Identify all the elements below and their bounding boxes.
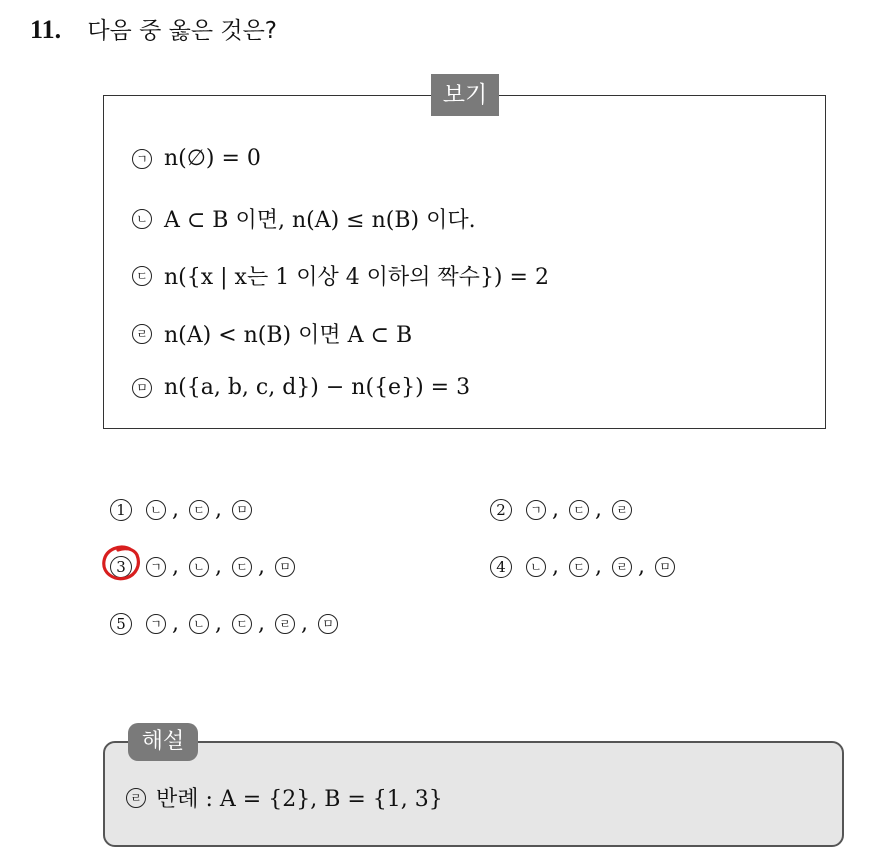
choice-items: ㄱ , ㄴ , ㄷ , ㅁ bbox=[146, 554, 295, 579]
choice-items: ㄱ , ㄷ , ㄹ bbox=[526, 497, 632, 522]
question-text: 다음 중 옳은 것은? bbox=[87, 18, 278, 44]
statement-mieum bbox=[132, 375, 470, 400]
choice-5[interactable] bbox=[110, 611, 338, 636]
statement-nieun bbox=[132, 203, 476, 234]
question-header bbox=[30, 12, 277, 45]
choice-number: 5 bbox=[110, 613, 132, 635]
statement-digeut bbox=[132, 260, 549, 291]
choice-4[interactable] bbox=[490, 554, 675, 579]
choice-number: 2 bbox=[490, 499, 512, 521]
choice-marker: ㄱ bbox=[146, 557, 166, 577]
choice-marker: ㄷ bbox=[232, 614, 252, 634]
circled-nieun-marker: ㄴ bbox=[132, 209, 152, 229]
choice-marker: ㄷ bbox=[569, 500, 589, 520]
choice-marker: ㄱ bbox=[526, 500, 546, 520]
statement-text: n({x | x는 1 이상 4 이하의 짝수}) = 2 bbox=[164, 265, 549, 290]
choice-marker: ㄴ bbox=[146, 500, 166, 520]
choice-1[interactable] bbox=[110, 497, 252, 522]
statement-text: n(A) < n(B) 이면 A ⊂ B bbox=[164, 323, 413, 348]
circled-rieul-marker: ㄹ bbox=[132, 324, 152, 344]
question-number: 11. bbox=[30, 15, 62, 44]
choice-marker: ㄹ bbox=[275, 614, 295, 634]
circled-mieum-marker: ㅁ bbox=[132, 378, 152, 398]
choice-items: ㄱ , ㄴ , ㄷ , ㄹ , ㅁ bbox=[146, 611, 338, 636]
choice-marker: ㄹ bbox=[612, 557, 632, 577]
explanation-content bbox=[126, 782, 443, 813]
choice-2[interactable] bbox=[490, 497, 632, 522]
choice-items: ㄴ , ㄷ , ㄹ , ㅁ bbox=[526, 554, 675, 579]
explanation-text: 반례 : A = {2}, B = {1, 3} bbox=[156, 787, 443, 812]
choice-number: 3 bbox=[110, 556, 132, 578]
circled-rieul-marker: ㄹ bbox=[126, 788, 146, 808]
choice-number: 4 bbox=[490, 556, 512, 578]
choice-marker: ㄴ bbox=[526, 557, 546, 577]
choice-marker: ㅁ bbox=[232, 500, 252, 520]
choice-marker: ㄷ bbox=[569, 557, 589, 577]
statement-text: n({a, b, c, d}) − n({e}) = 3 bbox=[164, 375, 471, 400]
choice-marker: ㅁ bbox=[318, 614, 338, 634]
choice-marker: ㄹ bbox=[612, 500, 632, 520]
choice-marker: ㄴ bbox=[189, 557, 209, 577]
statement-text: A ⊂ B 이면, n(A) ≤ n(B) 이다. bbox=[164, 208, 476, 233]
statement-text: n(∅) = 0 bbox=[164, 146, 261, 171]
bogi-label: 보기 bbox=[431, 74, 499, 116]
choice-items: ㄴ , ㄷ , ㅁ bbox=[146, 497, 252, 522]
choice-number: 1 bbox=[110, 499, 132, 521]
explanation-label: 해설 bbox=[128, 723, 198, 761]
choice-marker: ㄷ bbox=[189, 500, 209, 520]
choice-marker: ㄴ bbox=[189, 614, 209, 634]
circled-giyeok-marker: ㄱ bbox=[132, 149, 152, 169]
choice-marker: ㄱ bbox=[146, 614, 166, 634]
choice-marker: ㅁ bbox=[275, 557, 295, 577]
circled-digeut-marker: ㄷ bbox=[132, 266, 152, 286]
statement-rieul bbox=[132, 318, 412, 349]
statement-giyeok bbox=[132, 146, 261, 171]
choice-marker: ㄷ bbox=[232, 557, 252, 577]
choice-3[interactable] bbox=[110, 554, 295, 579]
choice-marker: ㅁ bbox=[655, 557, 675, 577]
